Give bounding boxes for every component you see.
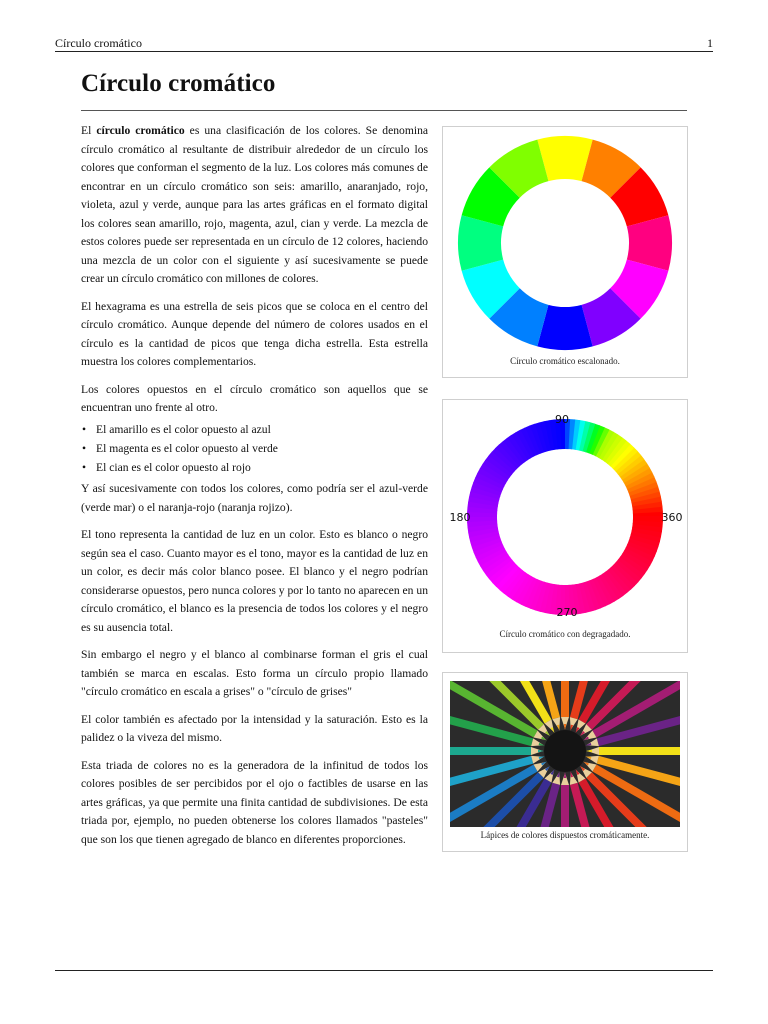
pencil-body <box>561 681 569 717</box>
triad-paragraph: Esta triada de colores no es la generadora de la infinitud de todos los colores posibles de ser percibidos por el ojo o factibles de usarse en las artes gráficas, ya que permite una finita cantidad de subdivisiones. De esta triada por, ejemplo, no pueden obtenerse los colores llamados "pasteles" que son los que tienen agregado de blanco en diferentes proporciones. <box>81 758 428 846</box>
pencil-body <box>561 785 569 827</box>
colored-pencils-photo <box>450 681 680 827</box>
intro-rest: es una clasificación de los colores. Se denomina círculo cromático al resultante de distribuir alrededor de un círculo los colores que conforman el segmento de la luz. Los colores más comunes de encontrar en un círculo cromático son seis: amarillo, anaranjado, rojo, violeta, azul y verde, aunque para las artes gráficas en el formato digital los colores sean amarillo, rojo, magenta, azul, cian y verde. La mezcla de estos colores puede ser representada en un círculo de 12 colores, haciendo una mezcla de un color con el siguiente y así sucesivamente se puede crear un círculo cromático con millones de colores. <box>81 124 429 285</box>
title-rule <box>81 110 687 111</box>
opposites-paragraph: Los colores opuestos en el círculo cromático son aquellos que se encuentran uno frente al otro. <box>81 382 428 414</box>
successively-paragraph: Y así sucesivamente con todos los colores, como podría ser el azul-verde (verde mar) o el naranja-rojo (naranja rojizo). <box>81 482 428 514</box>
label-90: 90 <box>555 413 569 426</box>
intensity-paragraph: El color también es afectado por la intensidad y la saturación. Esto es la palidez o la viveza del mismo. <box>81 712 428 745</box>
footer-rule <box>55 970 713 971</box>
greys-paragraph: Sin embargo el negro y el blanco al combinarse forman el gris el cual también se marca en escalas. Esto forma un círculo propio llamado "círculo cromático en escala a grises" o "círculo de grises" <box>81 648 428 699</box>
label-180: 180 <box>449 511 471 524</box>
stepped-wheel-caption: Círculo cromático escalonado. <box>510 356 620 366</box>
opposites-list <box>81 420 428 478</box>
pencil-body <box>599 747 680 755</box>
stepped-color-wheel-image <box>443 127 687 353</box>
article-body <box>81 122 428 858</box>
list-item: • El amarillo es el color opuesto al azul <box>81 420 428 439</box>
list-item: • El magenta es el color opuesto al verde <box>81 439 428 458</box>
gradient-color-wheel-image <box>443 400 687 624</box>
label-360: 360 <box>661 511 683 524</box>
pencils-caption: Lápices de colores dispuestos cromáticamente. <box>480 830 650 840</box>
page-title: Círculo cromático <box>81 70 276 97</box>
running-header-title: Círculo cromático <box>55 36 142 50</box>
page-number: 1 <box>707 36 713 50</box>
intro-term: círculo cromático <box>96 124 185 137</box>
pencils-figure <box>442 672 688 852</box>
intro-paragraph <box>81 122 428 289</box>
gradient-wheel-caption: Círculo cromático con degragadado. <box>499 629 631 639</box>
pencil-body <box>450 747 531 755</box>
running-header <box>55 36 713 52</box>
tone-paragraph: El tono representa la cantidad de luz en un color. Esto es blanco o negro según sea el caso. Cuanto mayor es el tono, mayor es la cantidad de luz en un color, es decir más color blanco posee. El blanco y el negro podrían considerarse opuestos, pero nunca colores y por lo tanto no aparecen en un círculo cromático, el blanco es la presencia de todos los colores y el negro es su ausencia total. <box>81 528 428 634</box>
hexagram-paragraph: El hexagrama es una estrella de seis picos que se coloca en el centro del círculo cromático. Aunque depende del número de colores usados en el círculo es la cantidad de picos que tenga dicha estrella. Esta estrella muestra los colores complementarios. <box>81 299 428 368</box>
label-270: 270 <box>556 606 578 619</box>
stepped-wheel-figure <box>442 126 688 378</box>
list-item: • El cian es el color opuesto al rojo <box>81 458 428 477</box>
header-rule <box>55 51 713 52</box>
gradient-wheel-figure <box>442 399 688 653</box>
intro-lead: El <box>81 124 97 137</box>
